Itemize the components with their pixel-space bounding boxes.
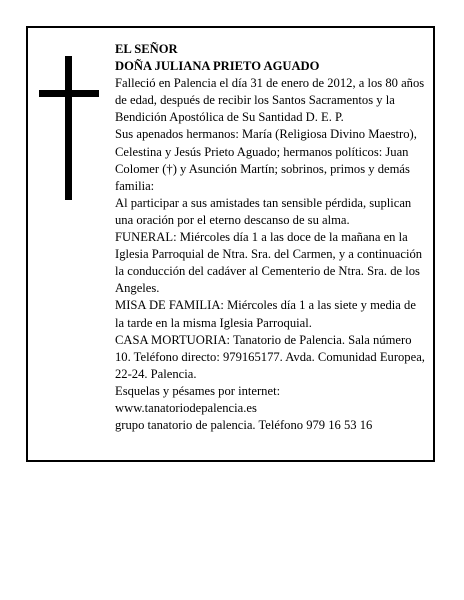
online-condolences-label: Esquelas y pésames por internet: [115, 383, 281, 398]
funeral-paragraph: FUNERAL: Miércoles día 1 a las doce de la mañana en la Iglesia Parroquial de Ntra. Sra. del Carmen, y a continuación la conducción del cadáver al Cementerio de Ntra. Sra. de los Angeles. [115, 230, 423, 296]
group-contact-text: grupo tanatorio de palencia. Teléfono 979 16 53 16 [115, 418, 373, 433]
obituary-notice [26, 26, 435, 462]
obituary-text [115, 41, 427, 434]
family-paragraph: Sus apenados hermanos: María (Religiosa Divino Maestro), Celestina y Jesús Prieto Aguado; hermanos políticos: Juan Colomer (†) y Asunción Martín; sobrinos, primos y demás familia: [115, 127, 417, 193]
website-text: www.tanatoriodepalencia.es [115, 400, 257, 415]
request-paragraph: Al participar a sus amistades tan sensible pérdida, suplican una oración por el eterno descanso de su alma. [115, 195, 412, 227]
cross-vertical-bar [65, 56, 72, 200]
family-mass-paragraph: MISA DE FAMILIA: Miércoles día 1 a las siete y media de la tarde en la misma Iglesia Parroquial. [115, 298, 416, 330]
notice-heading-title: EL SEÑOR [115, 42, 178, 56]
funeral-home-paragraph: CASA MORTUORIA: Tanatorio de Palencia. Sala número 10. Teléfono directo: 979165177. Avda. Comunidad Europea, 22-24. Palencia. [115, 332, 425, 381]
notice-heading-name: DOÑA JULIANA PRIETO AGUADO [115, 59, 320, 74]
latin-cross-icon [39, 56, 99, 200]
death-paragraph: Falleció en Palencia el día 31 de enero de 2012, a los 80 años de edad, después de recibir los Santos Sacramentos y la Bendición Apostólica de Su Santidad D. E. P. [115, 76, 425, 125]
cross-horizontal-bar [39, 90, 99, 97]
